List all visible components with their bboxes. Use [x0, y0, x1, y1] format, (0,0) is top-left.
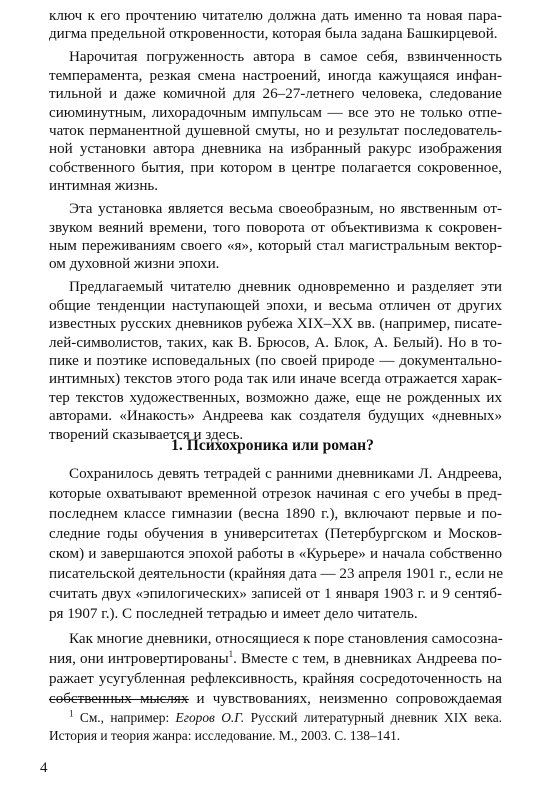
text-line: ом духовной жизни эпохи.	[49, 256, 220, 273]
text-line: лей-символистов, таких, как В. Брюсов, А. Блок, А. Белый). Но в то-	[49, 334, 502, 351]
text-line: известных русских дневников рубежа XIX–XX вв. (например, писате-	[49, 316, 502, 333]
text-line: Как многие дневники, относящиеся к поре становления самосозна-	[69, 631, 503, 647]
text-line	[49, 649, 502, 669]
text-line: собственного бытия, при котором в центре полагается сокровенное,	[49, 159, 502, 176]
text-line: сиюминутным, лихорадочным импульсам — все это не только отпе-	[49, 104, 502, 121]
text-line: которые охватывают временной отрезок начиная с его учебы в пред-	[49, 486, 502, 502]
text-fragment: ния, они интровертированы	[49, 651, 229, 667]
text-line: авторами. «Инакость» Андреева как создателя будущих «дневных»	[49, 408, 502, 425]
footnote-marker: 1	[69, 708, 74, 719]
footnote-ref: 1	[228, 648, 234, 659]
text-line: тер текстов художественных, возможно даже, еще не рожденных их	[49, 389, 502, 406]
text-line: общие тенденции наступающей эпохи, и весьма отличен от других	[49, 297, 502, 314]
footnote-rule	[49, 699, 189, 700]
text-line: последнем классе гимназии (весна 1890 г.), включают первые и по-	[49, 506, 502, 522]
text-line: интимных) текстов этого рода так или иначе всегда отражается харак-	[49, 371, 502, 388]
footnote-author: Егоров О.Г.	[175, 710, 245, 725]
footnote-line: История и теория жанра: исследование. М., 2003. С. 138–141.	[49, 728, 401, 743]
text-line: Нарочитая погруженность автора в самое себя, взвинченность	[69, 49, 502, 66]
page-number: 4	[40, 760, 48, 776]
text-line: Эта установка является весьма своеобразным, но явственным от-	[69, 201, 502, 218]
text-line: ным переживаниям своего «я», который стал магистральным вектор-	[49, 238, 502, 254]
text-line: следние годы обучения в университетах (Петербургском и Москов-	[49, 526, 502, 542]
text-line: пике и поэтике исповедальных (по своей природе — документально-	[49, 353, 502, 369]
footnote-line	[69, 709, 502, 727]
text-line: творений сказывается и здесь.	[49, 426, 244, 443]
footnote-text: Русский литературный дневник XIX века.	[244, 710, 502, 725]
text-line: ском) и завершаются эпохой работы в «Курьере» и начала собственно	[49, 546, 502, 562]
text-line: Сохранилось девять тетрадей с ранними дневниками Л. Андреева,	[69, 466, 502, 482]
text-line: звуком веяний времени, того поворота от объективизма к сокровен-	[49, 219, 502, 236]
text-line: тильной и даже комичной для 26–27-летнего человека, следование	[49, 86, 502, 103]
section-heading: 1. Психохроника или роман?	[171, 437, 374, 454]
text-line: ной установки автора дневника на избранный ракурс изображения	[49, 141, 502, 158]
text-line: дигма предельной откровенности, которая была задана Башкирцевой.	[49, 26, 498, 43]
text-line: чаток перманентной душевной смуты, но и результат последователь-	[49, 123, 502, 139]
text-line: Предлагаемый читателю дневник одновременно и разделяет эти	[69, 279, 502, 296]
text-line: ражает усугубленная рефлексивность, крайняя сосредоточенность на	[49, 671, 502, 687]
text-line: собственных мыслях и чувствованиях, неизменно сопровождаемая	[49, 691, 502, 707]
text-line: ключ к его прочтению читателю должна дать именно та новая пара-	[49, 8, 502, 24]
text-line: интимная жизнь.	[49, 178, 159, 195]
text-line: ря 1907 г.). С последней тетрадью и имеет дело читатель.	[49, 606, 418, 622]
text-line: считать двух «эпилогических» записей от 1 января 1903 г. и 9 сентяб-	[49, 586, 502, 602]
text-fragment: . Вместе с тем, в дневниках Андреева по-	[233, 651, 502, 667]
footnote-text: См., например:	[73, 710, 176, 725]
text-line: писательской деятельности (крайняя дата — 23 апреля 1901 г., если не	[49, 566, 504, 582]
text-line: темперамента, резкая смена настроений, иногда кажущаяся инфан-	[49, 67, 502, 84]
